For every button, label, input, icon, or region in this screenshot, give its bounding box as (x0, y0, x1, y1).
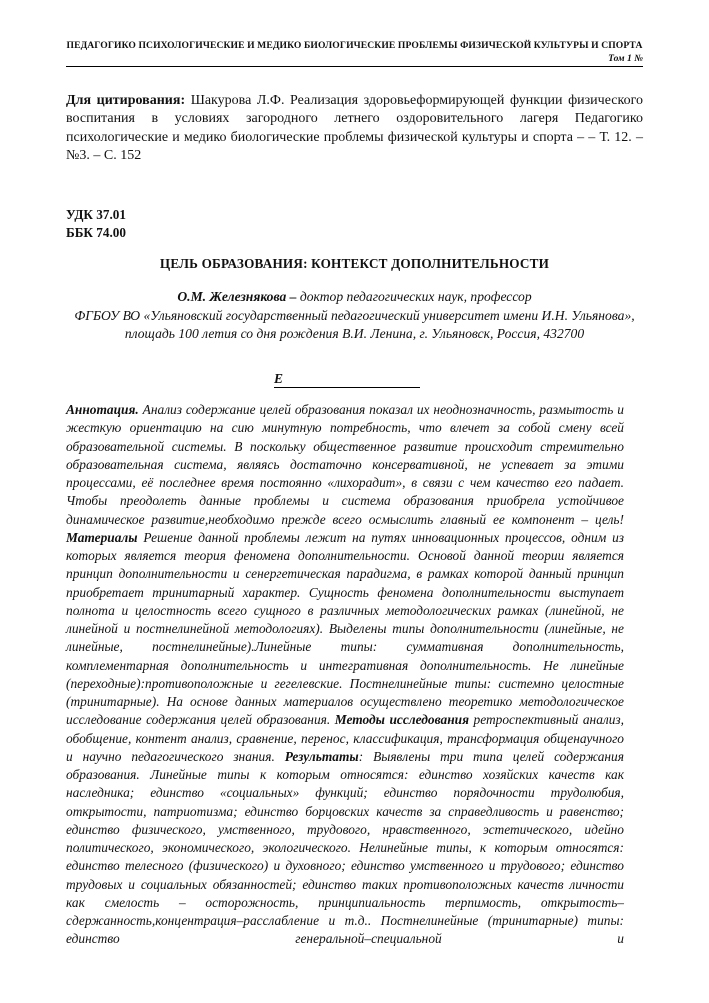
methods-label: Методы исследования (334, 712, 469, 728)
journal-running-header: ПЕДАГОГИКО ПСИХОЛОГИЧЕСКИЕ И МЕДИКО БИОЛОГИЧЕСКИЕ ПРОБЛЕМЫ ФИЗИЧЕСКОЙ КУЛЬТУРЫ И СПОРТА (66, 40, 643, 51)
article-title: ЦЕЛЬ ОБРАЗОВАНИЯ: КОНТЕКСТ ДОПОЛНИТЕЛЬНОСТИ (159, 256, 550, 271)
citation-block (66, 92, 643, 166)
results-label: Результаты (284, 748, 359, 764)
results-text: : Выявлены три типа целей содержания образования. Линейные типы к которым относятся: единство хозяйских качеств как наследника; единство «социальных» функций; единство порядочности трудолюбия, открытости, патриотизма; единство борцовских качеств за справедливость и равенство; единство физического, умственного, трудового, нравственного, эстетического, идейно политического, экономического, экологического. Нелинейные типы, к которым относятся: единство телесного (физического) и духовного; единство умственного и трудового; единство трудовых и социальных обязанностей; единство таких противоположных качеств личности как смелость – осторожность, принципиальность терпимость, открытость–сдержанность,концентрация–расслабление и т.д.. Постнелинейные (тринитарные) типы: единство генеральной–специальной и (66, 748, 624, 947)
volume-number: Том 1 № (608, 53, 643, 64)
abstract (66, 401, 624, 949)
abstract-intro: Анализ содержание целей образования показал их неоднозначность, размытость и жесткую ориентацию на сию минутную потребность, что влечет за собой смену всей образовательной системы. В поскольку общественное развитие происходит стремительно образовательная система, являясь достаточно консервативной, не успевает за этими процессами, её последнее время постоянно «лихорадит», в связи с чем качество его падает. Чтобы преодолеть данные проблемы и система образования приобрела устойчивое динамическое развитие,необходимо прежде всего осмыслить главный ее компонент – цель! (66, 402, 624, 527)
materials-label: Материалы (66, 529, 138, 545)
author-affiliation: ФГБОУ ВО «Ульяновский государственный педагогический университет имени И.Н. Ульянова», (74, 307, 635, 323)
author-block (66, 288, 643, 344)
citation-label: Для цитирования: (66, 93, 186, 108)
author-name: О.М. Железнякова – (177, 289, 297, 304)
bbk-code: ББК 74.00 (66, 225, 126, 240)
classification-codes (66, 206, 126, 242)
author-degree: доктор педагогических наук, профессор (296, 289, 532, 304)
abstract-label: Аннотация. (66, 402, 139, 417)
author-address: площадь 100 летия со дня рождения В.И. Ленина, г. Ульяновск, Россия, 432700 (124, 326, 585, 341)
materials-text: Решение данной проблемы лежит на путях инновационных процессов, одним из которых является теория феномена дополнительности. Основой данной теории является принцип дополнительности и сенергетическая парадигма, в рамках которой данный принцип приобретает тринитарный характер. Сущность феномена дополнительности выступает полнота и целостность всего сущного в различных методологических рамках (линейной, не линейной и постнелинейной методологиях). Выделены типы дополнительности (линейные, не линейные, постнелинейные).Линейные типы: суммативная дополнительность, комплементарная дополнительность и интегративная дополнительность. Не линейные (переходные):противоположные и гегелевские. Постнелинейные типы: системно целостные (тринитарные). На основе данных материалов осуществлено теоретико методологическое исследование содержания целей образования. (66, 529, 624, 728)
citation-text: Шакурова Л.Ф. Реализация здоровьеформирующей функции физического воспитания в условиях загородного летнего оздоровительного лагеря Педагогико психологические и медико биологические проблемы физической культуры и спорта – – Т. 12. – №3. – С. 152 (66, 93, 643, 164)
udk-code: УДК 37.01 (66, 207, 126, 222)
author-line (66, 288, 643, 307)
header-divider (66, 66, 643, 67)
methods-text: ретроспективный анализ, обобщение, контент анализ, сравнение, перенос, классификация, трансформация общенаучного и научно педагогического знания. (66, 712, 624, 764)
author-email[interactable]: E (274, 370, 420, 388)
